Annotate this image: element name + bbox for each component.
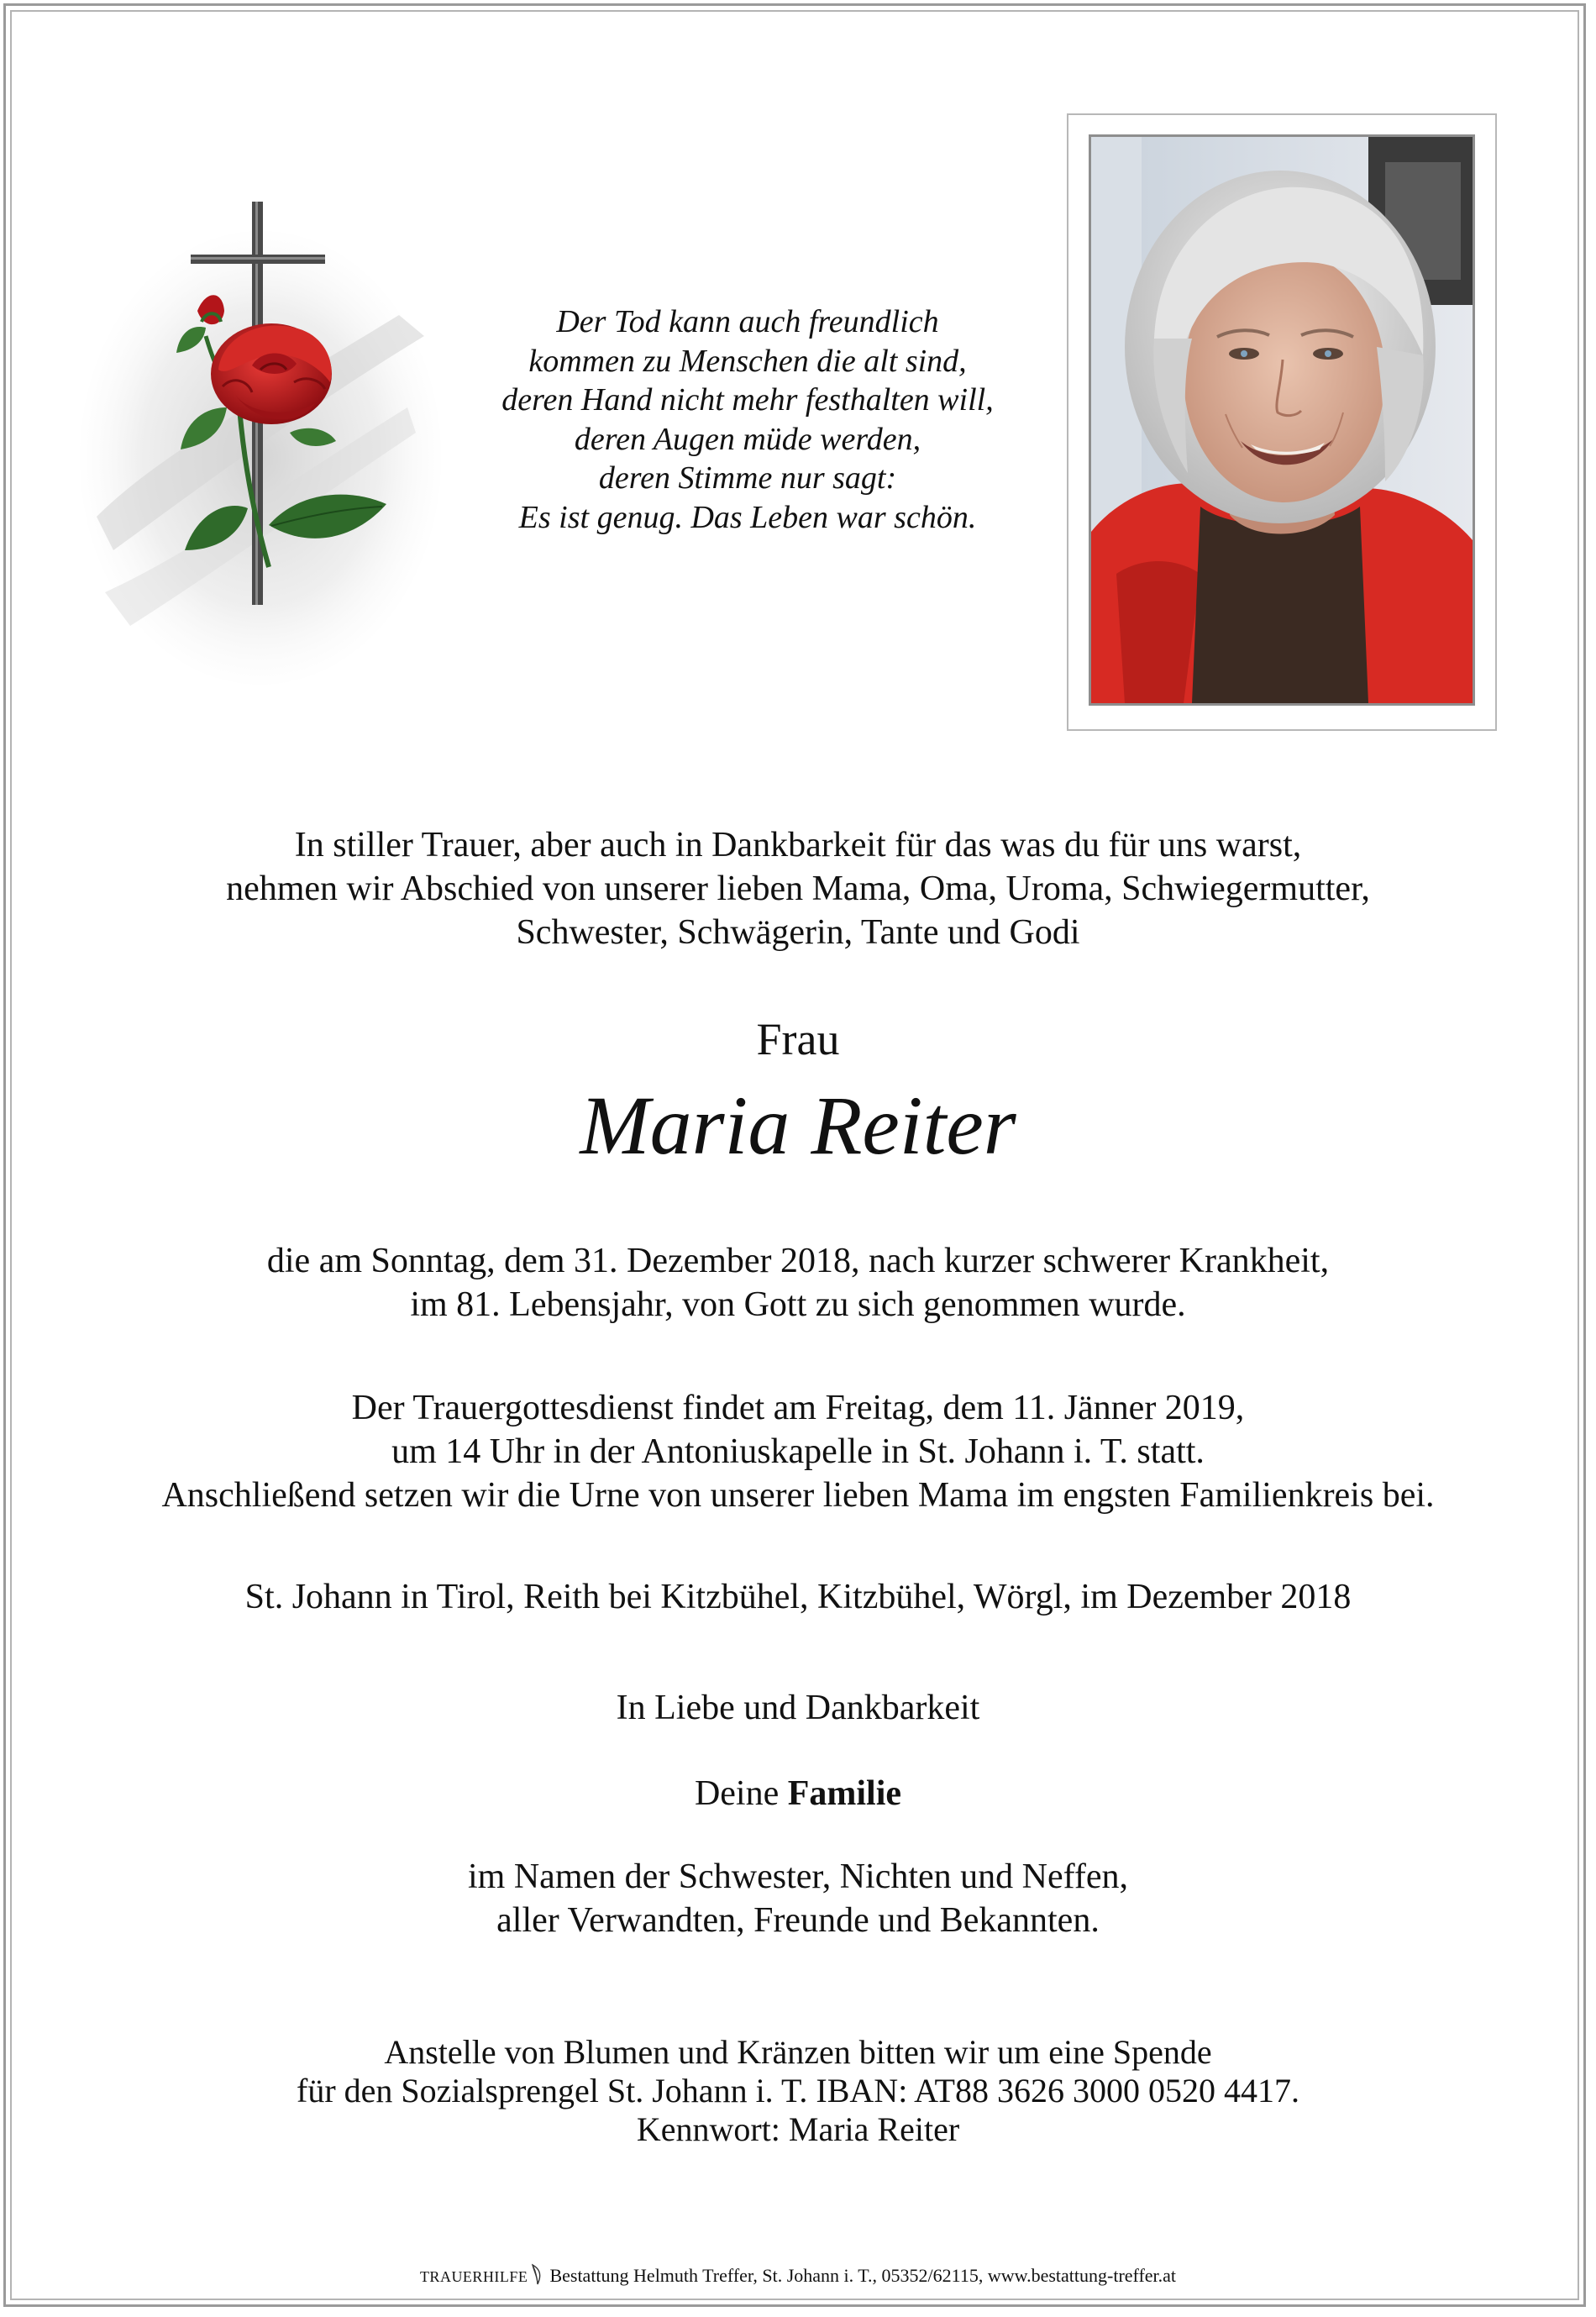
- poem-line: deren Stimme nur sagt:: [598, 460, 897, 496]
- on-behalf-line: aller Verwandten, Freunde und Bekannten.: [496, 1901, 1100, 1940]
- portrait-frame: [1067, 113, 1497, 731]
- poem-line: Es ist genug. Das Leben war schön.: [518, 499, 977, 535]
- poem-line: kommen zu Menschen die alt sind,: [528, 343, 967, 379]
- donation-line: für den Sozialsprengel St. Johann i. T. IBAN: AT88 3626 3000 0520 4417.: [297, 2072, 1299, 2109]
- poem: [437, 302, 1058, 537]
- family-name: Familie: [787, 1774, 902, 1813]
- footer: [50, 2263, 1546, 2291]
- death-notice-line: die am Sonntag, dem 31. Dezember 2018, nach kurzer schwerer Krankheit,: [266, 1242, 1330, 1280]
- portrait-photo: [1089, 134, 1475, 706]
- service-line: um 14 Uhr in der Antoniuskapelle in St. Johann i. T. statt.: [391, 1432, 1205, 1471]
- footer-brand: TRAUERHILFE: [419, 2268, 528, 2285]
- intro-line: Schwester, Schwägerin, Tante und Godi: [516, 913, 1080, 952]
- closing-text: In Liebe und Dankbarkeit: [616, 1689, 980, 1727]
- leaf-icon: [531, 2263, 544, 2291]
- family-signature: [50, 1772, 1546, 1815]
- footer-text: Bestattung Helmuth Treffer, St. Johann i. T., 05352/62115, www.bestattung-treffer.at: [549, 2265, 1177, 2286]
- place-and-date: St. Johann in Tirol, Reith bei Kitzbühel, Kitzbühel, Wörgl, im Dezember 2018: [244, 1578, 1352, 1616]
- service-info: [50, 1386, 1546, 1517]
- death-notice-line: im 81. Lebensjahr, von Gott zu sich genommen wurde.: [410, 1285, 1186, 1324]
- on-behalf-line: im Namen der Schwester, Nichten und Neffen,: [468, 1857, 1128, 1896]
- family-prefix: Deine: [694, 1774, 780, 1813]
- donation-line: Kennwort: Maria Reiter: [636, 2110, 960, 2148]
- on-behalf-text: [50, 1855, 1546, 1942]
- poem-line: deren Hand nicht mehr festhalten will,: [501, 382, 994, 418]
- poem-line: Der Tod kann auch freundlich: [556, 304, 939, 339]
- salutation: Frau: [756, 1014, 840, 1064]
- death-notice: [50, 1239, 1546, 1327]
- poem-line: deren Augen müde werden,: [574, 421, 921, 457]
- service-line: Anschließend setzen wir die Urne von unserer lieben Mama im engsten Familienkreis bei.: [161, 1476, 1435, 1515]
- intro-line: In stiller Trauer, aber auch in Dankbarkeit für das was du für uns warst,: [294, 826, 1302, 864]
- intro-text: [50, 823, 1546, 954]
- donation-line: Anstelle von Blumen und Kränzen bitten wir um eine Spende: [384, 2033, 1212, 2071]
- intro-line: nehmen wir Abschied von unserer lieben Mama, Oma, Uroma, Schwiegermutter,: [226, 870, 1370, 908]
- donation-request: [50, 2033, 1546, 2149]
- service-line: Der Trauergottesdienst findet am Freitag, dem 11. Jänner 2019,: [351, 1389, 1245, 1427]
- deceased-name: Maria Reiter: [580, 1079, 1016, 1172]
- cross-with-rose-icon: [80, 155, 491, 710]
